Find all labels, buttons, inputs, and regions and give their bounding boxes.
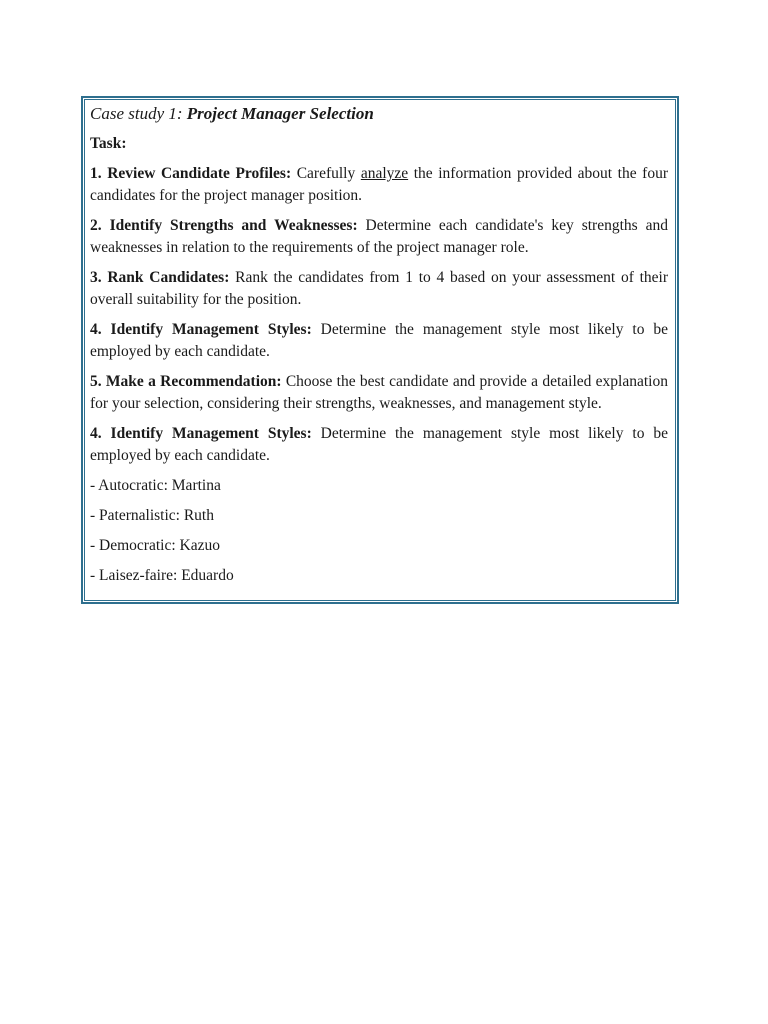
- task-item-management-styles-repeat: [90, 423, 668, 467]
- task-item-text: Determine the management style most likely to be employed by each candidate.: [90, 321, 668, 360]
- task-item-strengths-weaknesses: [90, 215, 668, 259]
- style-paternalistic: - Paternalistic: Ruth: [90, 507, 214, 524]
- task-item-text: the information provided about the four candidates for the project manager position.: [90, 165, 668, 204]
- task-item-text: Choose the best candidate and provide a detailed explanation for your selection, considering their strengths, weaknesses, and management style.: [90, 373, 668, 412]
- task-item-heading: 2. Identify Strengths and Weaknesses:: [90, 217, 358, 234]
- task-item-heading: 1. Review Candidate Profiles:: [90, 165, 292, 182]
- case-study-box: [81, 96, 679, 604]
- task-item-heading: 5. Make a Recommendation:: [90, 373, 282, 390]
- underlined-word: analyze: [360, 165, 409, 182]
- case-study-prefix: Case study 1:: [90, 104, 187, 123]
- task-item-heading: 4. Identify Management Styles:: [90, 321, 312, 338]
- style-democratic: - Democratic: Kazuo: [90, 537, 220, 554]
- task-item-text: Rank the candidates from 1 to 4 based on your assessment of their overall suitability for the position.: [90, 269, 669, 308]
- task-item-heading: 4. Identify Management Styles:: [90, 425, 312, 442]
- style-autocratic: - Autocratic: Martina: [90, 477, 221, 494]
- task-item-review-profiles: [90, 163, 668, 207]
- task-label: Task:: [90, 135, 127, 152]
- task-item-rank-candidates: [90, 267, 668, 311]
- case-study-name: Project Manager Selection: [186, 104, 374, 123]
- task-item-text: Carefully: [291, 165, 361, 182]
- style-laissez-faire: - Laisez-faire: Eduardo: [90, 567, 234, 584]
- task-item-management-styles: [90, 319, 668, 363]
- task-item-text: Determine each candidate's key strengths and weaknesses in relation to the requirements of the project manager role.: [90, 217, 668, 256]
- task-item-heading: 3. Rank Candidates:: [90, 269, 230, 286]
- case-study-title: [90, 103, 668, 125]
- task-item-text: Determine the management style most likely to be employed by each candidate.: [90, 425, 668, 464]
- task-item-recommendation: [90, 371, 668, 415]
